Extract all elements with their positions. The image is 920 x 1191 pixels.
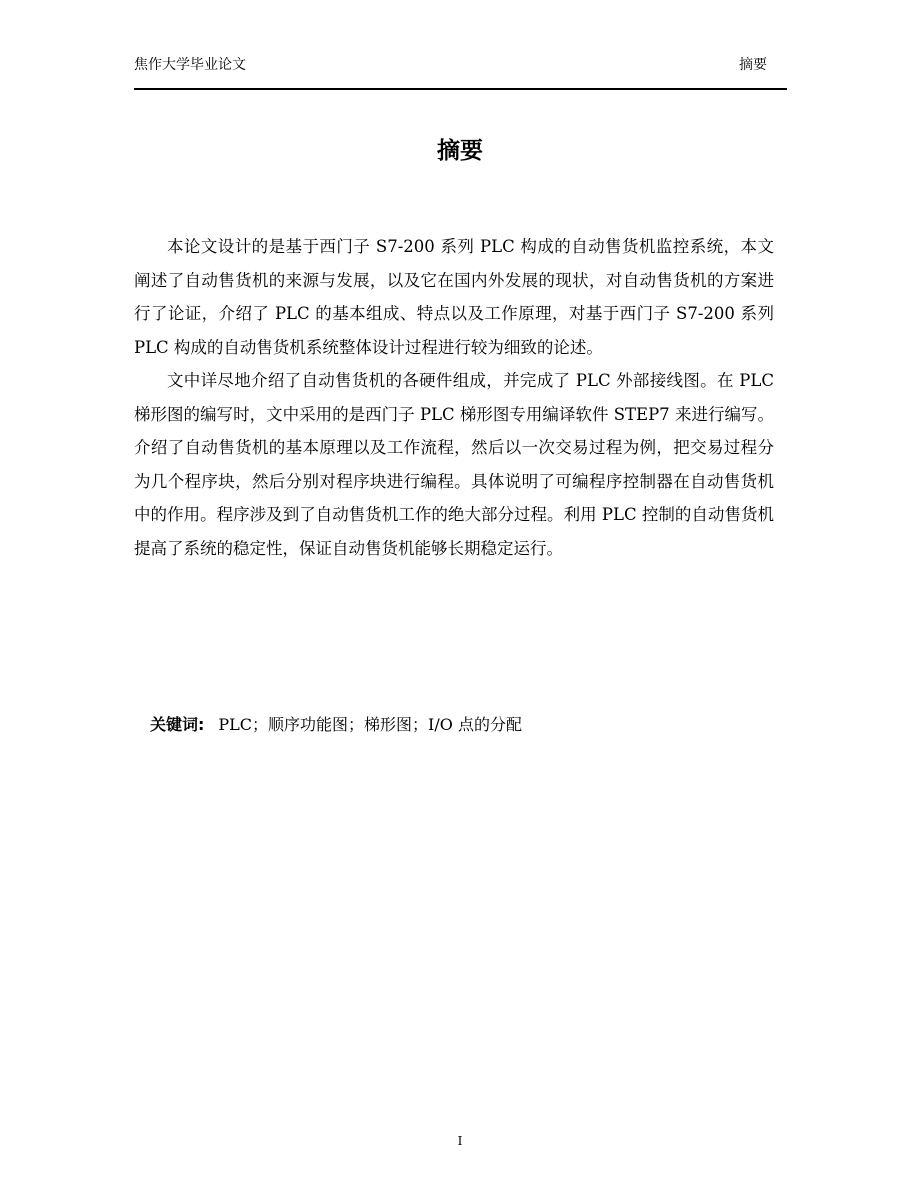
keywords-value: PLC；顺序功能图；梯形图；I/O 点的分配 [218,715,522,734]
abstract-paragraph-2: 文中详尽地介绍了自动售货机的各硬件组成，并完成了 PLC 外部接线图。在 PLC 梯形图的编写时，文中采用的是西门子 PLC 梯形图专用编译软件 STEP7 来进行编写。介绍了自动售货机的基本原理以及工作流程，然后以一次交易过程为例，把交易过程分为几个程序块，然后分别对程序块进行编程。具体说明了可编程序控制器在自动售货机中的作用。程序涉及到了自动售货机工作的绝大部分过程。利用 PLC 控制的自动售货机提高了系统的稳定性，保证自动售货机能够长期稳定运行。 [134,371,774,558]
keywords-label: 关键词: [150,715,205,734]
keywords-line [150,710,522,740]
abstract-body [134,230,774,565]
page-header [134,52,787,90]
abstract-paragraph-1: 本论文设计的是基于西门子 S7-200 系列 PLC 构成的自动售货机监控系统，本文阐述了自动售货机的来源与发展，以及它在国内外发展的现状，对自动售货机的方案进行了论证，介绍了 PLC 的基本组成、特点以及工作原理，对基于西门子 S7-200 系列 PLC 构成的自动售货机系统整体设计过程进行较为细致的论述。 [134,237,774,357]
header-thesis-title: 焦作大学毕业论文 [134,57,246,73]
page-title: 摘要 [437,138,483,164]
page-number: I [457,1134,463,1148]
header-section-name: 摘要 [739,57,767,73]
